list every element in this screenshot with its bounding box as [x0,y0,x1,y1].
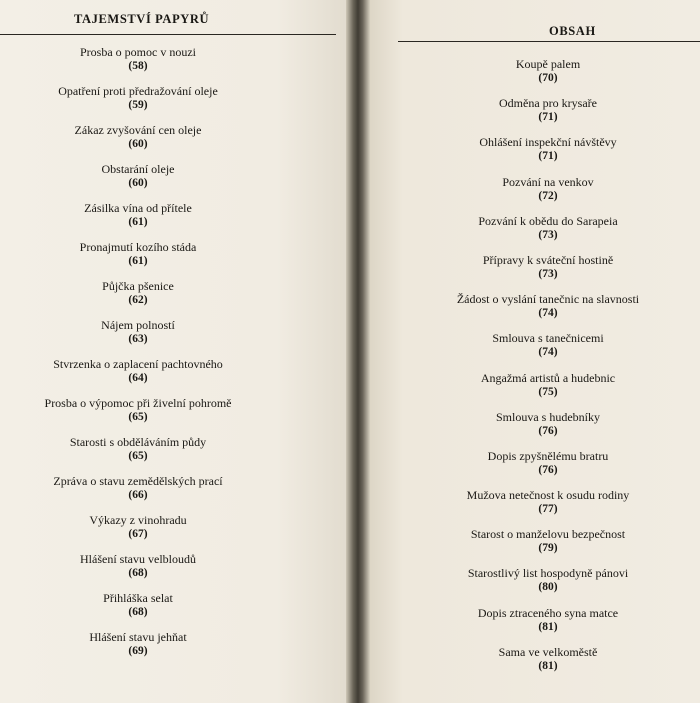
entry-title: Angažmá artistů a hudebnic [480,370,616,385]
contents-list [0,45,276,669]
entry-title: Smlouva s hudebníky [496,409,600,424]
contents-entry [0,45,276,84]
contents-entry [398,488,698,527]
entry-title: Prosba o pomoc v nouzi [80,45,196,59]
entry-page-number: (59) [128,99,148,111]
entry-page-number: (79) [538,542,558,555]
contents-entry [0,474,276,513]
contents-entry [0,123,276,162]
entry-title: Starostlivý list hospodyně pánovi [467,566,629,581]
contents-entry [398,214,698,253]
entry-page-number: (73) [538,228,558,241]
entry-title: Mužova netečnost k osudu rodiny [466,488,630,503]
entry-title: Nájem polností [101,318,175,332]
entry-title: Starosti s obděláváním půdy [69,435,207,449]
entry-title: Půjčka pšenice [102,279,174,293]
entry-page-number: (58) [128,60,148,72]
contents-entry [398,135,698,174]
contents-entry [0,201,276,240]
entry-page-number: (61) [128,255,148,267]
right-page [370,0,700,703]
entry-page-number: (74) [538,307,558,320]
running-header: OBSAH [549,24,596,38]
entry-page-number: (70) [538,72,558,84]
entry-title: Ohlášení inspekční návštěvy [479,135,617,150]
book-gutter [346,0,370,703]
contents-entry [0,162,276,201]
entry-page-number: (77) [538,503,558,516]
contents-entry [398,96,698,135]
entry-title: Přípravy k sváteční hostině [482,252,614,267]
entry-title: Zákaz zvyšování cen oleje [74,123,202,137]
entry-title: Dopis zpyšnělému bratru [487,448,609,463]
entry-page-number: (71) [538,150,558,163]
entry-page-number: (68) [128,606,148,618]
entry-title: Pozvání na venkov [502,174,594,189]
contents-entry [398,331,698,370]
entry-page-number: (68) [128,567,148,579]
contents-entry [398,606,698,645]
entry-page-number: (67) [128,528,148,540]
entry-page-number: (65) [128,450,148,462]
entry-page-number: (81) [538,620,558,633]
contents-entry [398,292,698,331]
contents-entry [398,57,698,96]
entry-title: Stvrzenka o zaplacení pachtovného [53,357,223,371]
contents-entry [0,630,276,669]
entry-title: Starost o manželovu bezpečnost [470,527,626,542]
entry-title: Pozvání k obědu do Sarapeia [478,213,618,228]
contents-entry [398,371,698,410]
contents-list [398,57,698,684]
entry-page-number: (65) [128,411,148,423]
entry-page-number: (80) [538,581,558,594]
entry-page-number: (75) [538,385,558,398]
contents-entry [398,645,698,684]
entry-title: Opatření proti předražování oleje [58,84,218,98]
entry-title: Žádost o vyslání tanečnic na slavnosti [456,292,640,307]
contents-entry [398,527,698,566]
entry-page-number: (71) [538,111,558,124]
entry-page-number: (73) [538,267,558,280]
contents-entry [0,513,276,552]
entry-title: Hlášení stavu velbloudů [80,552,196,566]
entry-page-number: (64) [128,372,148,384]
entry-title: Pronajmutí kozího stáda [79,240,197,254]
entry-title: Odměna pro krysaře [499,96,597,111]
running-header: TAJEMSTVÍ PAPYRŮ [74,12,210,26]
entry-title: Obstarání oleje [101,162,175,176]
entry-title: Výkazy z vinohradu [89,513,187,527]
left-page [0,0,346,703]
entry-page-number: (63) [128,333,148,345]
entry-title: Smlouva s tanečnicemi [492,331,604,346]
contents-entry [0,279,276,318]
entry-page-number: (66) [128,489,148,501]
entry-title: Koupě palem [515,57,581,71]
entry-page-number: (76) [538,424,558,437]
contents-entry [0,318,276,357]
contents-entry [0,396,276,435]
entry-page-number: (60) [128,177,148,189]
contents-entry [398,566,698,605]
header-rule [0,34,336,35]
entry-page-number: (62) [128,294,148,306]
entry-page-number: (74) [538,346,558,359]
contents-entry [0,357,276,396]
entry-page-number: (61) [128,216,148,228]
contents-entry [398,410,698,449]
entry-title: Hlášení stavu jehňat [89,630,187,644]
contents-entry [398,449,698,488]
contents-entry [0,435,276,474]
entry-title: Dopis ztraceného syna matce [477,605,619,620]
contents-entry [398,175,698,214]
contents-entry [0,84,276,123]
entry-title: Přihláška selat [103,591,173,605]
entry-title: Prosba o výpomoc při živelní pohromě [44,396,232,410]
entry-page-number: (72) [538,189,558,202]
entry-page-number: (69) [128,645,148,657]
entry-title: Zásilka vína od přítele [84,201,192,215]
entry-page-number: (76) [538,463,558,476]
contents-entry [0,240,276,279]
contents-entry [0,591,276,630]
header-rule [398,41,700,42]
contents-entry [0,552,276,591]
contents-entry [398,253,698,292]
entry-title: Sama ve velkoměstě [498,644,598,659]
entry-page-number: (60) [128,138,148,150]
entry-title: Zpráva o stavu zemědělských prací [53,474,223,488]
entry-page-number: (81) [538,659,558,672]
